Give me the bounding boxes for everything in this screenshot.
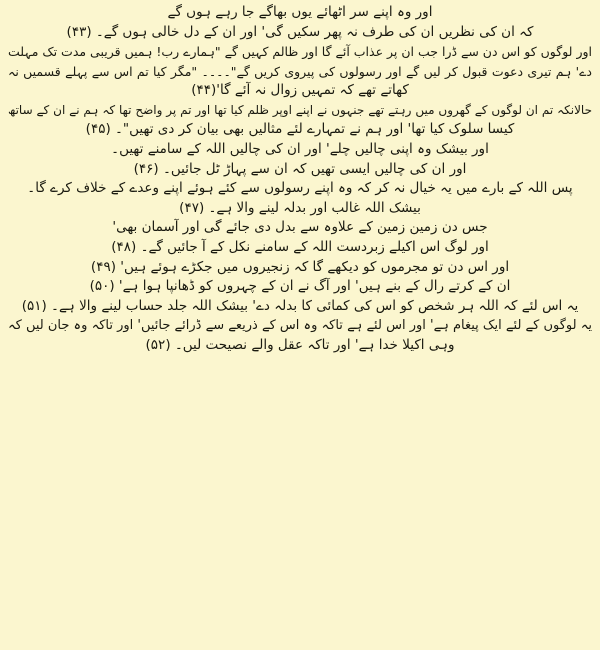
- text-line: یہ اس لئے کہ اللہ ہر شخص کو اس کی کمائی کا بدلہ دے' بیشک اللہ جلد حساب لینے والا ہے۔ (۵۱): [21, 297, 579, 314]
- text-line: اور بیشک وہ اپنی چالیں چلے' اور ان کی چالیں اللہ کے سامنے تھیں۔: [111, 141, 489, 158]
- text-line: یہ لوگوں کے لئے ایک پیغام ہے' اور اس لئے ہے تاکہ وہ اس کے ذریعے سے ڈرائے جائیں' اور تاکہ وہ جان لیں کہ: [8, 318, 592, 334]
- text-line: ان کے کرتے رال کے بنے ہیں' اور آگ نے ان کے چہروں کو ڈھانپا ہوا ہے' (۵۰): [89, 278, 511, 295]
- text-line: بیشک اللہ غالب اور بدلہ لینے والا ہے۔ (۴۷): [179, 199, 421, 216]
- text-line: کھاتے تھے کہ تمہیں زوال نہ آئے گا'(۴۴): [191, 82, 409, 99]
- text-line: اور لوگوں کو اس دن سے ڈرا جب ان پر عذاب آئے گا اور ظالم کہیں گے "ہمارے رب! ہمیں قریبی مدت تک مہلت: [8, 44, 592, 60]
- text-line: حالانکہ تم ان لوگوں کے گھروں میں رہتے تھے جنہوں نے اپنے اوپر ظلم کیا تھا اور تم پر واضح تھا کہ ہم نے ان کے ساتھ: [8, 102, 592, 117]
- text-line: اور ان کی چالیں ایسی تھیں کہ ان سے پہاڑ ٹل جائیں۔ (۴۶): [133, 160, 467, 177]
- text-line: پس اللہ کے بارے میں یہ خیال نہ کر کہ وہ اپنے رسولوں سے کئے ہوئے اپنے وعدے کے خلاف کرے گا۔: [27, 180, 573, 197]
- urdu-text-page: [8, 3, 592, 644]
- text-line: جس دن زمین زمین کے علاوہ سے بدل دی جائے گی اور آسمان بھی': [112, 219, 488, 236]
- text-line: دے' ہم تیری دعوت قبول کر لیں گے اور رسولوں کی پیروی کریں گے"۔۔۔۔ "مگر کیا تم اس سے پہلے قسمیں نہ: [8, 63, 592, 79]
- text-line: کہ ان کی نظریں ان کی طرف نہ پھر سکیں گی' اور ان کے دل خالی ہوں گے۔ (۴۳): [66, 23, 534, 40]
- text-line: وہی اکیلا خدا ہے' اور تاکہ عقل والے نصیحت لیں۔ (۵۲): [145, 336, 455, 353]
- text-line: اور لوگ اس اکیلے زبردست اللہ کے سامنے نکل کے آ جائیں گے۔ (۴۸): [111, 238, 489, 255]
- text-line: اور وہ اپنے سر اٹھائے یوں بھاگے جا رہے ہوں گے: [167, 4, 433, 20]
- text-line: کیسا سلوک کیا تھا' اور ہم نے تمہارے لئے مثالیں بھی بیان کر دی تھیں"۔ (۴۵): [85, 121, 515, 138]
- text-line: اور اس دن تو مجرموں کو دیکھے گا کہ زنجیروں میں جکڑے ہوئے ہیں' (۴۹): [90, 258, 510, 275]
